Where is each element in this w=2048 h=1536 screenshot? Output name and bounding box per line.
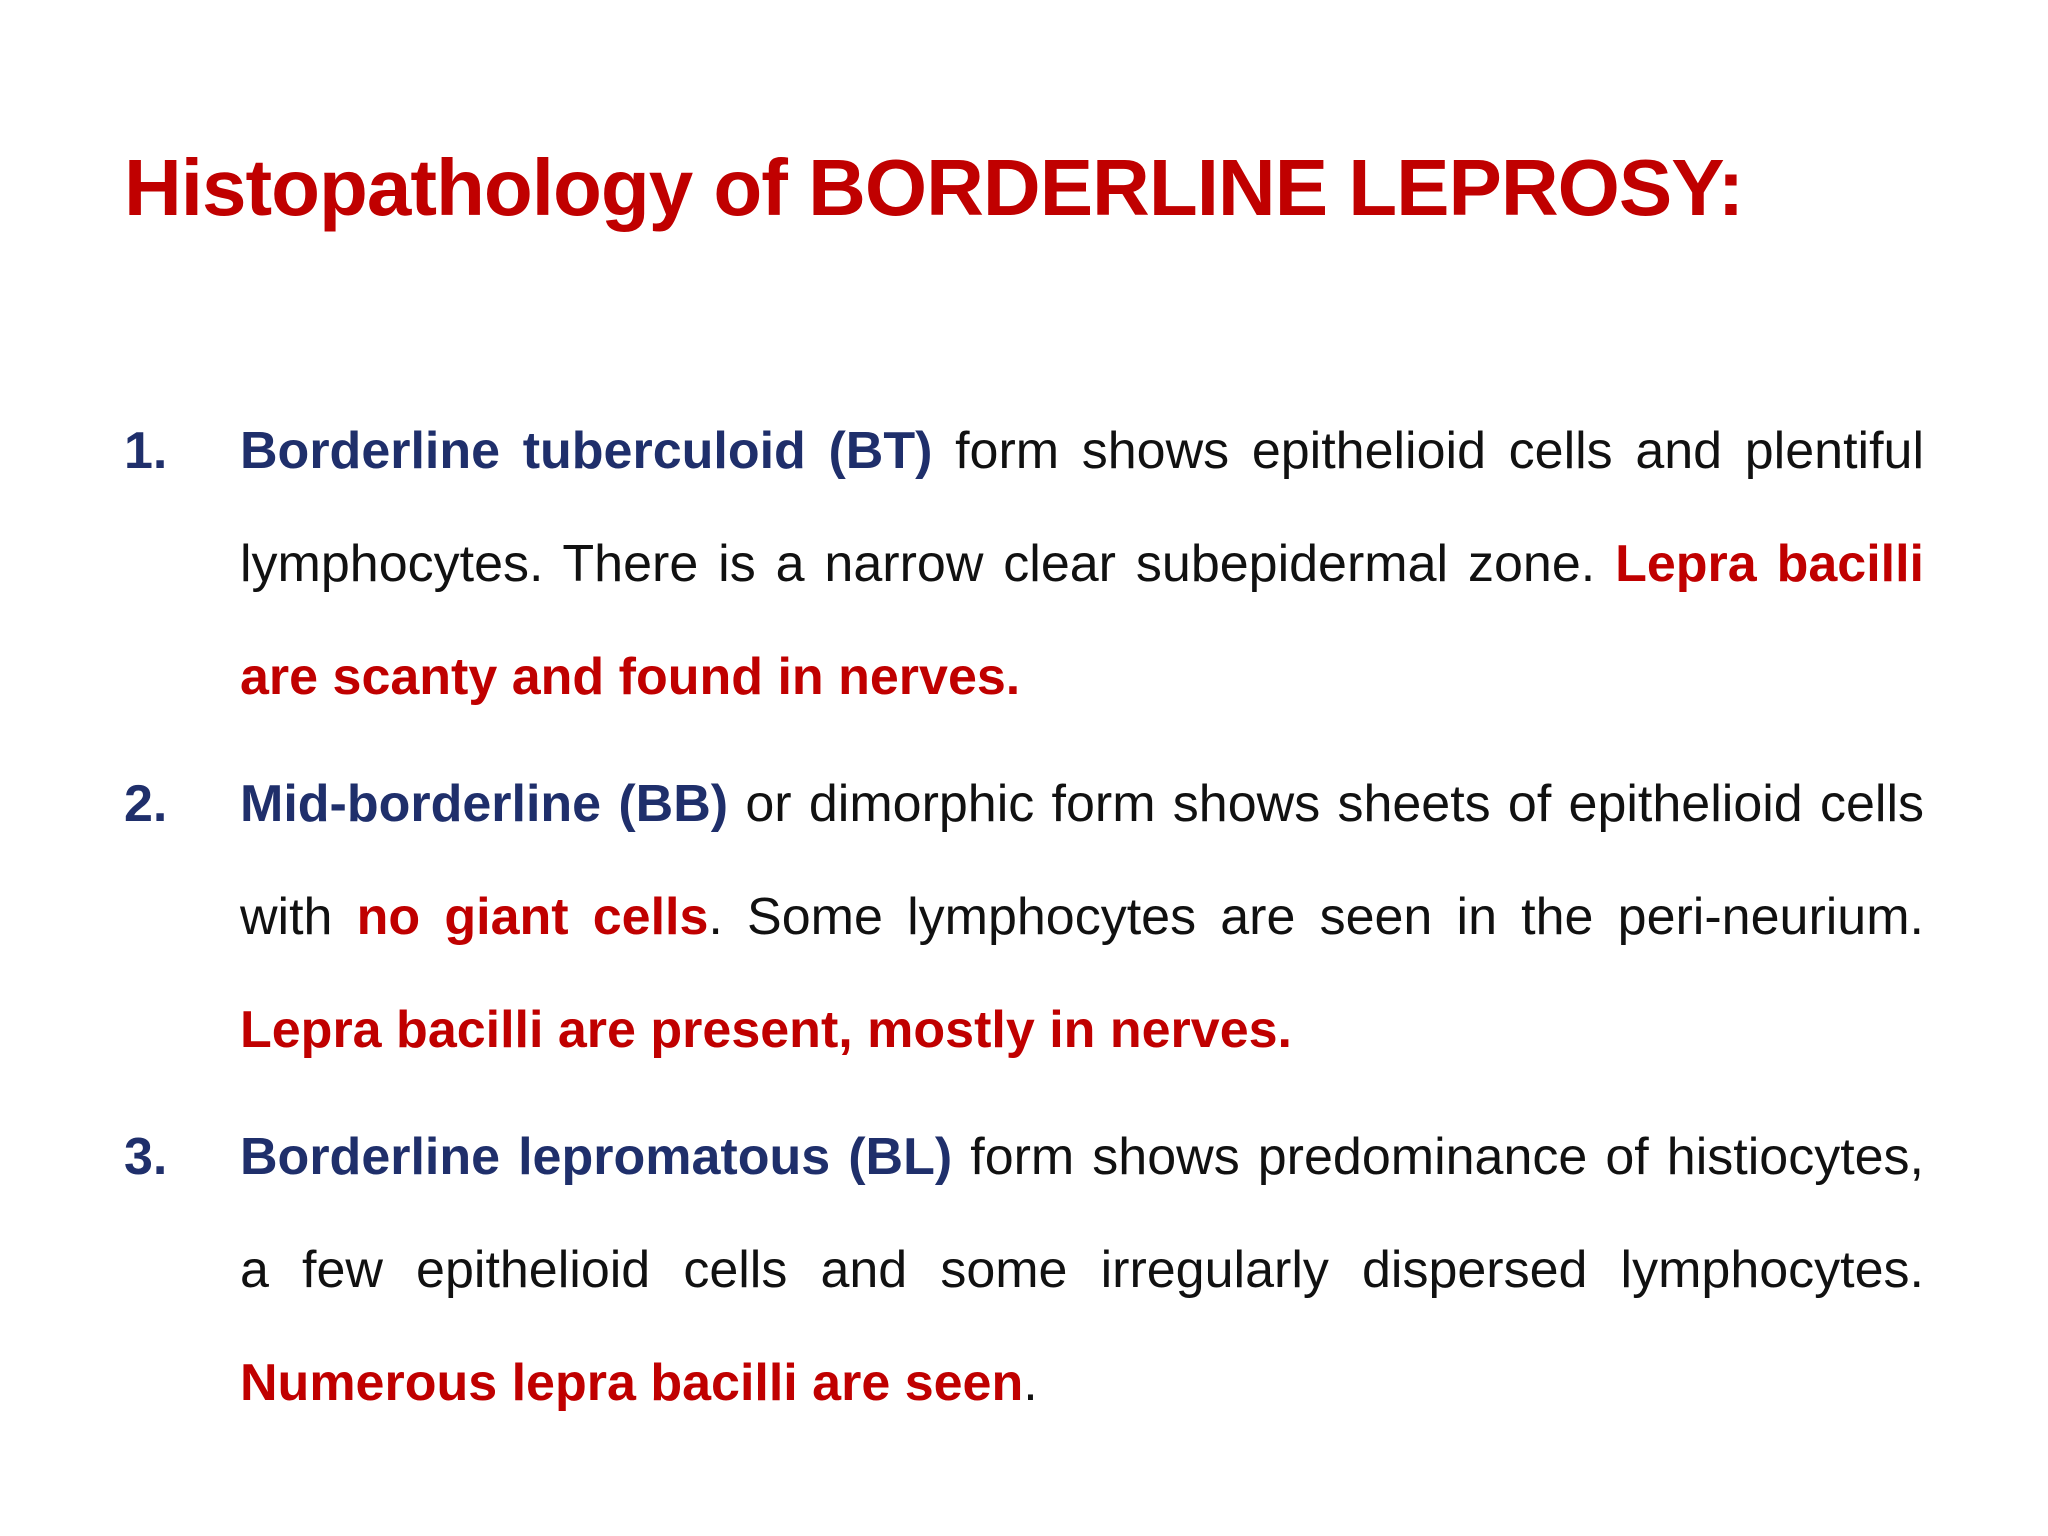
item-number: 1. [124, 422, 168, 480]
item-description: . [1023, 1354, 1038, 1412]
slide-title: Histopathology of BORDERLINE LEPROSY: [124, 143, 1744, 232]
item-description: form shows predominance of histiocytes, a few epithelioid cells and some irregularly dispersed lymphocytes. [240, 1128, 1925, 1299]
list-item-bb [124, 748, 1924, 1087]
item-number: 2. [124, 775, 168, 833]
item-term: Borderline tuberculoid (BT) [240, 422, 933, 480]
item-term: Mid-borderline (BB) [240, 775, 729, 833]
item-number: 3. [124, 1128, 168, 1186]
list-item-bt [124, 395, 1924, 734]
item-text [240, 748, 1924, 1087]
item-highlight: no giant cells [356, 888, 709, 946]
item-description: or dimorphic form shows sheets of epithelioid cells with [240, 775, 1924, 946]
item-term: Borderline lepromatous (BL) [240, 1128, 953, 1186]
list-item-bl [124, 1101, 1924, 1440]
item-text [240, 1101, 1924, 1440]
item-description: form shows epithelioid cells and plentiful lymphocytes. There is a narrow clear subepidermal zone. [240, 422, 1924, 593]
item-highlight: Numerous lepra bacilli are seen [240, 1354, 1024, 1412]
item-highlight: Lepra bacilli are present, mostly in nerves. [240, 1001, 1292, 1059]
borderline-forms-list [124, 395, 1924, 1454]
item-highlight: Lepra bacilli are scanty and found in nerves. [240, 535, 1924, 706]
item-description: . Some lymphocytes are seen in the peri-neurium. [708, 888, 1924, 946]
item-text [240, 395, 1924, 734]
